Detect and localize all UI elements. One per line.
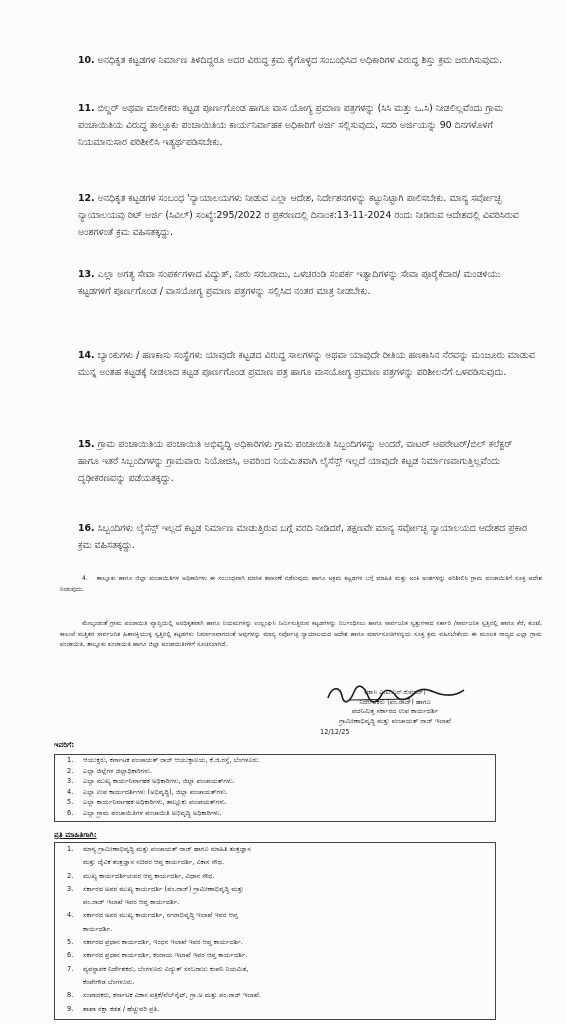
list-item: ಪಂ.ರಾಜ್ ಇಲಾಖೆ ಇವರ ಆಪ್ತ ಕಾರ್ಯದರ್ಶಿ. [83,898,180,907]
clause-12 [78,190,536,241]
clause-text: ಎಲ್ಲಾ ಅಗತ್ಯ ಸೇವಾ ಸಂಪರ್ಕಗಳಾದ ವಿದ್ಯುತ್, ನೀರು ಸರಬರಾಜು, ಒಳಚರಂಡಿ ಸಂಪರ್ಕ ಇತ್ಯಾದಿಗಳನ್ನು ಸೇವಾ ಪೂರೈಕೆದಾರ/ ಮಂಡಳಿಯು ಕಟ್ಟಡಗಳಿಗೆ ಪೂರ್ಣಗೊಂಡ / ವಾಸಯೋಗ್ಯ ಪ್ರಮಾಣ ಪತ್ರಗಳನ್ನು ಸಲ್ಲಿಸಿದ ನಂತರ ಮಾತ್ರ ನೀಡಬೇಕು. [78,269,501,297]
clause-number: 14. [78,350,95,361]
list-item: 3. ಸರ್ಕಾರದ ಅಪರ ಮುಖ್ಯ ಕಾರ್ಯದರ್ಶಿ (ಪಂ.ರಾಜ್) ಗ್ರಾಮೀಣಾಭಿವೃದ್ಧಿ ಮತ್ತು [67,884,244,893]
clause-10 [78,52,536,69]
clause-text: ಸಿಬ್ಬಂದಿಗಳು ಲೈಸೆನ್ಸ್ ಇಲ್ಲದೆ ಕಟ್ಟಡ ನಿರ್ಮಾಣ ಮಾಡುತ್ತಿರುವ ಬಗ್ಗೆ ವರದಿ ನೀಡಿದರೆ, ತಕ್ಷಣವೇ ಮಾನ್ಯ ಸರ್ವೋಚ್ಛ ನ್ಯಾಯಾಲಯದ ಆದೇಶದ ಪ್ರಕಾರ ಕ್ರಮ ವಹಿಸತಕ್ಕದ್ದು. [78,523,528,551]
clause-number: 10. [78,55,95,66]
list-item: 1. ಮಾನ್ಯ ಗ್ರಾಮೀಣಾಭಿವೃದ್ಧಿ ಮತ್ತು ಪಂಚಾಯತ್ ರಾಜ್ ಹಾಗೂ ಮಾಹಿತಿ ತಂತ್ರಜ್ಞಾನ [67,845,252,853]
to-label: ಇವರಿಗೆ: [54,740,75,749]
signature-block [250,688,540,738]
list-item: 5. ಎಲ್ಲಾ ಕಾರ್ಯನಿರ್ವಾಹಕ ಅಧಿಕಾರಿಗಳು, ತಾಲ್ಲೂಕು ಪಂಚಾಯತ್‌ಗಳು. [67,798,227,807]
paragraph-4 [60,574,542,595]
list-item: 6. ಎಲ್ಲಾ ಗ್ರಾಮ ಪಂಚಾಯಿತಿಗಳ ಪಂಚಾಯಿತಿ ಅಭಿವೃದ್ಧಿ ಅಧಿಕಾರಿಗಳು. [67,808,222,817]
clause-14 [78,347,536,381]
clause-text: ಗ್ರಾಮ ಪಂಚಾಯಿತಿಯ ಪಂಚಾಯಿತಿ ಅಭಿವೃದ್ಧಿ ಅಧಿಕಾರಿಗಳು ಗ್ರಾಮ ಪಂಚಾಯಿತಿ ಸಿಬ್ಬಂದಿಗಳನ್ನು ಅಂದರೆ, ವಾಟರ್ ಆಪರೇಟರ್/ಬಿಲ್ ಕಲೆಕ್ಟರ್ ಹಾಗೂ ಇತರೆ ಸಿಬ್ಬಂದಿಗಳನ್ನು ಗ್ರಾಮವಾರು ನಿಯೋಜಿಸಿ, ಅವರಿಂದ ನಿಯಮಿತವಾಗಿ ಲೈಸೆನ್ಸ್ ಇಲ್ಲದೆ ಯಾವುದೇ ಕಟ್ಟಡ ನಿರ್ಮಾಣವಾಗುತ್ತಿಲ್ಲವೆಂದು ದೃಢೀಕರಣವನ್ನು ಪಡೆಯತಕ್ಕದ್ದು. [78,439,513,484]
list-item: 5. ಸರ್ಕಾರದ ಪ್ರಧಾನ ಕಾರ್ಯದರ್ಶಿ, ಇಂಧನ ಇಲಾಖೆ ಇವರ ಆಪ್ತ ಕಾರ್ಯದರ್ಶಿ. [67,938,243,947]
clause-13 [78,266,536,300]
clause-text: ಅನಧಿಕೃತ ಕಟ್ಟಡಗಳ ಸಂಬಂಧ 'ನ್ಯಾಯಾಲಯಗಳು ನೀಡುವ ಎಲ್ಲಾ ಆದೇಶ, ನಿರ್ದೇಶನಗಳನ್ನು ಕಟ್ಟುನಿಟ್ಟಾಗಿ ಪಾಲಿಸಬೇಕು. ಮಾನ್ಯ ಸರ್ವೋಚ್ಛ ನ್ಯಾಯಾಲಯವು ರಿಟ್ ಅರ್ಜಿ (ಸಿವಿಲ್) ಸಂಖ್ಯೆ:295/2022 ರ ಪ್ರಕರಣದಲ್ಲಿ ದಿನಾಂಕ:13-11-2024 ರಂದು ನೀಡಿರುವ ಆದೇಶದಲ್ಲಿ ವಿವರಿಸಿರುವ ಅಂಶಗಳಂತೆ ಕ್ರಮ ವಹಿಸತಕ್ಕದ್ದು. [78,193,519,238]
clause-15 [78,436,536,487]
clause-16 [78,520,536,554]
clause-number: 16. [78,523,95,534]
copy-label: ಪ್ರತಿ ಮಾಹಿತಿಗಾಗಿ: [54,830,97,839]
clause-11 [78,100,536,151]
clause-text: ಬ್ಯಾಂಕುಗಳು / ಹಣಕಾಸು ಸಂಸ್ಥೆಗಳು ಯಾವುದೇ ಕಟ್ಟಡದ ವಿರುದ್ಧ ಸಾಲಗಳನ್ನು ಅಥವಾ ಯಾವುದೇ ರೀತಿಯ ಹಣಕಾಸಿನ ನೆರವನ್ನು ಮಂಜೂರು ಮಾಡುವ ಮುನ್ನ ಅಂತಹ ಕಟ್ಟಡಕ್ಕೆ ನೀಡಲಾದ ಕಟ್ಟಡ ಪೂರ್ಣಗೊಂಡ ಪ್ರಮಾಣ ಪತ್ರ ಹಾಗೂ ವಾಸಯೋಗ್ಯ ಪ್ರಮಾಣ ಪತ್ರಗಳನ್ನು ಪರಿಶೀಲನೆಗೆ ಒಳಪಡಿಸುವುದು. [78,350,535,378]
clause-number: 12. [78,193,95,204]
to-list [54,754,496,822]
signatory-name: (ಡಾ॥ ಎ.ಎ.ಎಸ್.ಕುಮಾರ್) [364,688,426,696]
list-item: ಕೆಂಪೇಗೌಡ ಬೆಂಗಳೂರು. [83,977,135,986]
list-item: 9. ಶಾಖಾ ರಕ್ಷಾ ಕಡತ / ಹೆಚ್ಚುವರಿ ಪ್ರತಿ. [67,1004,160,1013]
signature-date: 12/12/25 [320,728,350,736]
signatory-designation: ಪದನಿಮಿತ್ತ ಸರ್ಕಾರದ ಉಪ ಕಾರ್ಯದರ್ಶಿ [351,707,439,715]
clause-text: ಬಿಲ್ಡರ್ ಅಥವಾ ಮಾಲೀಕರು ಕಟ್ಟಡ ಪೂರ್ಣಗೊಂಡ ಹಾಗೂ ವಾಸ ಯೋಗ್ಯ ಪ್ರಮಾಣ ಪತ್ರಗಳನ್ನು (ಸಿಸಿ ಮತ್ತು ಒ.ಸಿ) ನೀಡಲಿಲ್ಲವೆಂದು ಗ್ರಾಮ ಪಂಚಾಯಿತಿಯ ವಿರುದ್ಧ ತಾಲ್ಲೂಕು ಪಂಚಾಯಿತಿಯ ಕಾರ್ಯನಿರ್ವಾಹಕ ಅಧಿಕಾರಿಗೆ ಅರ್ಜಿ ಸಲ್ಲಿಸುವುದು, ಸದರಿ ಅರ್ಜಿಯನ್ನು 90 ದಿನಗಳೊಳಗೆ ನಿಯಮಾನುಸಾರ ಪರಿಶೀಲಿಸಿ ಇತ್ಯರ್ಥಪಡಿಸಬೇಕು. [78,103,504,148]
list-item: 4. ಎಲ್ಲಾ ಉಪ ಕಾರ್ಯದರ್ಶಿಗಳು (ಅಭಿವೃದ್ಧಿ), ಜಿಲ್ಲಾ ಪಂಚಾಯತ್‌ಗಳು. [67,787,228,796]
list-item: 2. ಎಲ್ಲಾ ಜಿಲ್ಲೆಗಳ ಜಿಲ್ಲಾಧಿಕಾರಿಗಳು. [67,766,152,775]
list-item: ಮತ್ತು ಜೈವಿಕ ತಂತ್ರಜ್ಞಾನ ಸಚಿವರ ಆಪ್ತ ಕಾರ್ಯದರ್ಶಿ, ವಿಕಾಸ ಸೌಧ. [83,858,224,867]
copy-list [54,842,496,1020]
signatory-title: ನಿರ್ದೇಶಕರು (ಪಂ.ರಾಜ್) ಹಾಗೂ [359,697,431,706]
list-item: 2. ಮುಖ್ಯ ಕಾರ್ಯದರ್ಶಿಯವರ ಆಪ್ತ ಕಾರ್ಯದರ್ಶಿ, ವಿಧಾನ ಸೌಧ. [67,871,215,880]
list-item: 4. ಸರ್ಕಾರದ ಅಪರ ಮುಖ್ಯ ಕಾರ್ಯದರ್ಶಿ, ನಗರಾಭಿವೃದ್ಧಿ ಇಲಾಖೆ ಇವರ ಆಪ್ತ [67,911,238,920]
list-item: ಕಾರ್ಯದರ್ಶಿ. [83,924,113,933]
list-item: 3. ಎಲ್ಲಾ ಮುಖ್ಯ ಕಾರ್ಯನಿರ್ವಾಹಕ ಅಧಿಕಾರಿಗಳು, ಜಿಲ್ಲಾ ಪಂಚಾಯತ್‌ಗಳು. [67,777,235,786]
clause-number: 11. [78,103,95,114]
clause-number: 15. [78,439,95,450]
paragraph-text: ಮೇಲ್ಕಂಡಂತೆ ಗ್ರಾಮ ಪಂಚಾಯಿತಿ ವ್ಯಾಪ್ತಿಯಲ್ಲಿ ಅನಧಿಕೃತವಾಗಿ ಹಾಗೂ ನಿಯಮಗಳನ್ನು ಉಲ್ಲಂಘಿಸಿ ನಿರ್ಮಿಸುತ್ತಿರುವ ಕಟ್ಟಡಗಳನ್ನು ನಿರ್ಬಂಧಿಸಲು ಹಾಗೂ ಸಾರ್ವಜನಿಕ ಸ್ವತ್ತುಗಳಾದ ಸರ್ಕಾರಿ /ಸಾರ್ವಜನಿಕ ಸ್ವತ್ತಿನಲ್ಲಿ ಹಾಗೂ ಕೆರೆ, ಕುಂಟೆ, ಕಾಲುವೆ ಮತ್ತಿತರ ಸಾರ್ವಜನಿಕ ಹಿತಾಸಕ್ತಿಯುಳ್ಳ ಸ್ವತ್ತಿನಲ್ಲಿ ಕಟ್ಟಡಗಳು ನಿರ್ಮಾಣವಾಗದಂತೆ ಅವುಗಳನ್ನು ಮಾನ್ಯ ಸರ್ವೋಚ್ಛ ನ್ಯಾಯಾಲಯದ ಆದೇಶ ಹಾಗೂ ಮಾರ್ಗಸೂಚಿಗಳನ್ವಯ ಸೂಕ್ತ ಕ್ರಮ ವಹಿಸಬೇಕೆಂದು ಈ ಮೂಲಕ ರಾಜ್ಯದ ಎಲ್ಲಾ ಗ್ರಾಮ ಪಂಚಾಯಿತಿ, ತಾಲ್ಲೂಕು ಪಂಚಾಯಿತಿ ಹಾಗೂ ಜಿಲ್ಲಾ ಪಂಚಾಯಿತಿಗಳಿಗೆ ಸೂಚಿಸಲಾಗಿದೆ. [60,620,542,648]
list-item: 7. ವ್ಯವಸ್ಥಾಪಕ ನಿರ್ದೇಶಕರು, ಬೆಂಗಳೂರು ವಿದ್ಯುತ್ ಸರಬರಾಜು ಕಂಪನಿ ನಿಯಮಿತ, [67,964,249,973]
signatory-department: ಗ್ರಾಮೀಣಾಭಿವೃದ್ಧಿ ಮತ್ತು ಪಂಚಾಯತ್ ರಾಜ್ ಇಲಾಖೆ [339,716,451,725]
clause-text: ಅನಧಿಕೃತ ಕಟ್ಟಡಗಳ ನಿರ್ಮಾಣ ತಿಳಿದಿದ್ದರೂ ಅದರ ವಿರುದ್ಧ ಕ್ರಮ ಕೈಗೊಳ್ಳದ ಸಂಬಂಧಿಸಿದ ಅಧಿಕಾರಿಗಳ ವಿರುದ್ಧ ಶಿಸ್ತು ಕ್ರಮ ಜರುಗಿಸುವುದು. [97,55,502,66]
list-item: 1. ಆಯುಕ್ತರು, ಕರ್ನಾಟಕ ಪಂಚಾಯತ್ ರಾಜ್ ಆಯುಕ್ತಾಲಯ, ಕೆ.ಜಿ.ರಸ್ತೆ, ಬೆಂಗಳೂರು. [67,756,261,764]
paragraph-number: 4. [82,575,88,582]
list-item: 8. ಸಂಪಾದಕರು, ಕರ್ನಾಟಕ ವಿಕಾಸ ಪತ್ರಿಕೆ/ವೆಬ್‌ಸೈಟ್, ಗ್ರಾ.ಅ ಮತ್ತು ಪಂ.ರಾಜ್ ಇಲಾಖೆ. [67,991,261,1000]
list-item: 6. ಸರ್ಕಾರದ ಪ್ರಧಾನ ಕಾರ್ಯದರ್ಶಿ, ಕಂದಾಯ ಇಲಾಖೆ ಇವರ ಆಪ್ತ ಕಾರ್ಯದರ್ಶಿ. [67,951,248,960]
paragraph-text: ತಾಲ್ಲೂಕು ಹಾಗೂ ಜಿಲ್ಲಾ ಪಂಚಾಯಿತಿಗಳ ಅಧಿಕಾರಿಗಳು ಈ ಸಂಬಂಧವಾಗಿ ಮಾಸಿಕ ತಪಾಸಣೆ ನಡೆಸುವುದು ಹಾಗೂ ಅಕ್ರಮ ಕಟ್ಟಡಗಳ ಬಗ್ಗೆ ಮಾಹಿತಿ ಮತ್ತು ಅಂಕಿ ಅಂಶಗಳನ್ನು ಪರಿಶೀಲಿಸಿ ಗ್ರಾಮ ಪಂಚಾಯಿತಿಗೆ ಸೂಕ್ತ ಆದೇಶ ನೀಡುವುದು. [60,575,542,593]
clause-number: 13. [78,269,95,280]
paragraph-5 [60,619,542,651]
